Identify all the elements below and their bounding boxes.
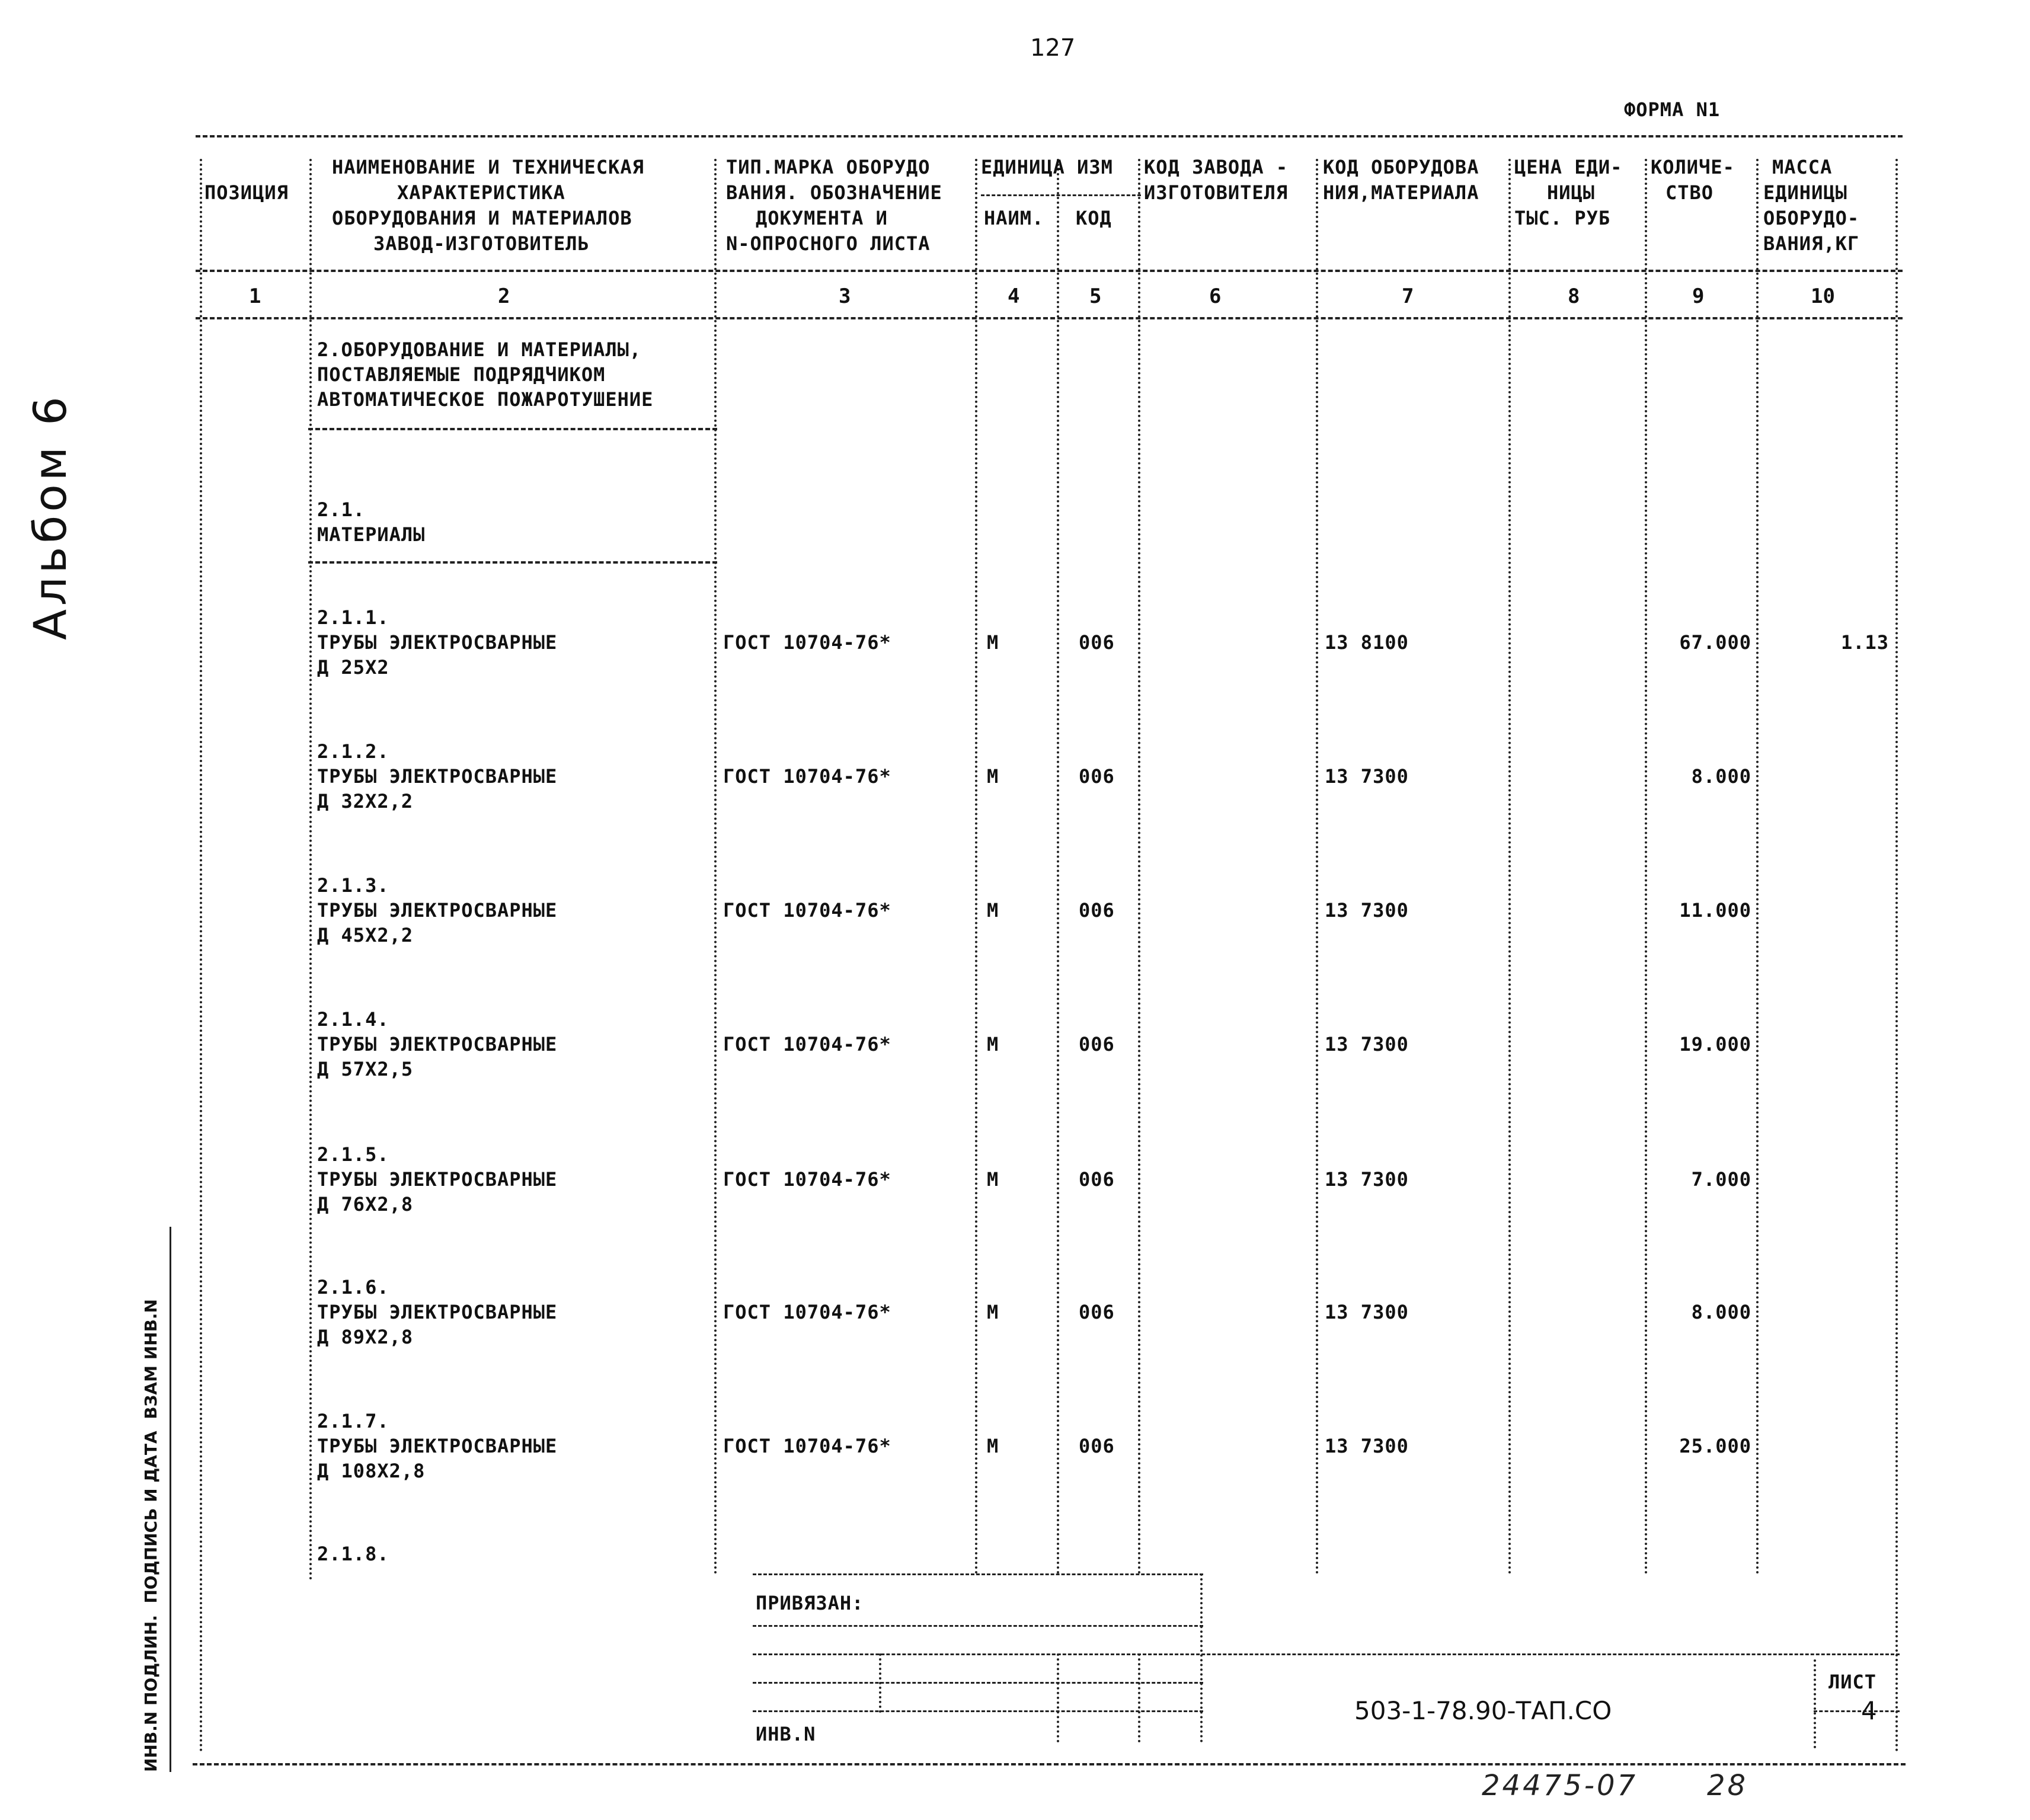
form-title: ФОРМА N1 <box>1624 98 1721 121</box>
header-col2-line3: ОБОРУДОВАНИЯ И МАТЕРИАЛОВ <box>332 207 632 229</box>
header-col6-line1: КОД ЗАВОДА - <box>1144 156 1289 178</box>
subsection-code: 2.1. <box>317 498 366 521</box>
header-col2-line2: ХАРАКТЕРИСТИКА <box>397 181 565 204</box>
header-col8-line3: ТЫС. РУБ <box>1514 207 1611 229</box>
item-3-qty: 11.000 <box>1679 899 1751 922</box>
col-sep-5-6 <box>1138 159 1140 1575</box>
stamp-sep-5 <box>1814 1659 1816 1748</box>
item-7-qty: 25.000 <box>1679 1435 1751 1457</box>
item-6-name: ТРУБЫ ЭЛЕКТРОСВАРНЫЕ <box>317 1301 558 1323</box>
colnum-7: 7 <box>1402 284 1414 308</box>
item-4-doc: ГОСТ 10704-76* <box>723 1033 891 1055</box>
stamp-inv-label: ИНВ.N <box>756 1723 816 1745</box>
stamp-sep-3 <box>1138 1653 1140 1742</box>
header-col10-line2: ЕДИНИЦЫ <box>1763 181 1847 204</box>
header-col8-line2: НИЦЫ <box>1547 181 1596 204</box>
colnum-9: 9 <box>1692 284 1705 308</box>
stamp-sep-4 <box>1200 1573 1203 1742</box>
item-5-unit: М <box>987 1168 999 1191</box>
item-1-name: ТРУБЫ ЭЛЕКТРОСВАРНЫЕ <box>317 631 558 654</box>
header-col9-line1: КОЛИЧЕ- <box>1651 156 1735 178</box>
item-5-material-code: 13 7300 <box>1325 1168 1409 1191</box>
header-col5: КОД <box>1076 207 1112 229</box>
handwritten-archive-number: 24475-07 <box>1482 1769 1638 1802</box>
page-number: 127 <box>1030 34 1076 62</box>
item-2-unit-code: 006 <box>1079 765 1115 788</box>
item-7-pos: 2.1.7. <box>317 1410 389 1432</box>
stamp-sep-1 <box>879 1653 881 1713</box>
item-1-mass: 1.13 <box>1840 631 1889 654</box>
item-5-unit-code: 006 <box>1079 1168 1115 1191</box>
col-sep-4-5 <box>1057 159 1059 1575</box>
stamp-linked-label: ПРИВЯЗАН: <box>756 1592 864 1614</box>
header-col2-line1: НАИМЕНОВАНИЕ И ТЕХНИЧЕСКАЯ <box>332 156 644 178</box>
item-7-unit-code: 006 <box>1079 1435 1115 1457</box>
item-5-size: Д 76Х2,8 <box>317 1193 414 1216</box>
inventory-stamp-border <box>170 1227 171 1772</box>
item-6-unit-code: 006 <box>1079 1301 1115 1323</box>
item-6-pos: 2.1.6. <box>317 1276 389 1298</box>
item-7-doc: ГОСТ 10704-76* <box>723 1435 891 1457</box>
item-1-unit: М <box>987 631 999 654</box>
item-1-qty: 67.000 <box>1679 631 1751 654</box>
col-sep-6-7 <box>1316 159 1318 1575</box>
item-4-unit: М <box>987 1033 999 1055</box>
header-col3-line2: ВАНИЯ. ОБОЗНАЧЕНИЕ <box>726 181 942 204</box>
item-3-unit-code: 006 <box>1079 899 1115 922</box>
item-3-name: ТРУБЫ ЭЛЕКТРОСВАРНЫЕ <box>317 899 558 922</box>
colnum-10: 10 <box>1811 284 1835 308</box>
header-col4: НАИМ. <box>984 207 1044 229</box>
item-1-pos: 2.1.1. <box>317 606 389 629</box>
section-divider-1 <box>308 428 717 430</box>
item-7-material-code: 13 7300 <box>1325 1435 1409 1457</box>
header-col3-line3: ДОКУМЕНТА И <box>756 207 888 229</box>
item-7-name: ТРУБЫ ЭЛЕКТРОСВАРНЫЕ <box>317 1435 558 1457</box>
table-top-rule <box>196 135 1903 137</box>
item-5-doc: ГОСТ 10704-76* <box>723 1168 891 1191</box>
item-4-name: ТРУБЫ ЭЛЕКТРОСВАРНЫЕ <box>317 1033 558 1055</box>
col-sep-2-3 <box>714 159 717 1575</box>
item-2-unit: М <box>987 765 999 788</box>
item-6-size: Д 89Х2,8 <box>317 1326 414 1348</box>
colnum-3: 3 <box>839 284 851 308</box>
header-col10-line1: МАССА <box>1772 156 1833 178</box>
col-sep-1-2 <box>309 159 312 1581</box>
item-5-pos: 2.1.5. <box>317 1143 389 1166</box>
col-sep-7-8 <box>1508 159 1511 1575</box>
item-1-doc: ГОСТ 10704-76* <box>723 631 891 654</box>
section-title-line2: ПОСТАВЛЯЕМЫЕ ПОДРЯДЧИКОМ <box>317 363 606 386</box>
stamp-rule-3 <box>753 1653 1900 1655</box>
album-label: Альбом 6 <box>24 393 76 640</box>
header-col3-line1: ТИП.МАРКА ОБОРУДО <box>726 156 931 178</box>
colnum-4: 4 <box>1008 284 1020 308</box>
item-4-unit-code: 006 <box>1079 1033 1115 1055</box>
item-4-material-code: 13 7300 <box>1325 1033 1409 1055</box>
item-4-qty: 19.000 <box>1679 1033 1751 1055</box>
item-3-unit: М <box>987 899 999 922</box>
header-col2-line4: ЗАВОД-ИЗГОТОВИТЕЛЬ <box>373 232 590 255</box>
item-2-size: Д 32Х2,2 <box>317 790 414 813</box>
stamp-rule-2 <box>753 1625 1203 1627</box>
stamp-rule-1 <box>753 1573 1203 1575</box>
sheet-number: 4 <box>1861 1696 1877 1725</box>
section-divider-2 <box>308 561 717 564</box>
item-6-unit: М <box>987 1301 999 1323</box>
header-col10-line4: ВАНИЯ,КГ <box>1763 232 1860 255</box>
colnum-5: 5 <box>1089 284 1102 308</box>
item-2-pos: 2.1.2. <box>317 740 389 763</box>
sheet-label: ЛИСТ <box>1828 1671 1877 1693</box>
header-col9-line2: СТВО <box>1665 181 1714 204</box>
item-6-doc: ГОСТ 10704-76* <box>723 1301 891 1323</box>
header-col6-line2: ИЗГОТОВИТЕЛЯ <box>1144 181 1289 204</box>
colnum-1: 1 <box>249 284 261 308</box>
handwritten-page-number: 28 <box>1707 1769 1748 1802</box>
header-unit-group: ЕДИНИЦА ИЗМ <box>981 156 1113 178</box>
item-1-material-code: 13 8100 <box>1325 631 1409 654</box>
item-5-qty: 7.000 <box>1691 1168 1751 1191</box>
col-sep-right <box>1895 159 1898 1753</box>
item-8-pos: 2.1.8. <box>317 1543 389 1565</box>
colnum-6: 6 <box>1209 284 1222 308</box>
document-code: 503-1-78.90-ТАП.СО <box>1354 1696 1612 1725</box>
header-col7-line2: НИЯ,МАТЕРИАЛА <box>1323 181 1479 204</box>
stamp-sep-2 <box>1057 1653 1059 1742</box>
item-2-material-code: 13 7300 <box>1325 765 1409 788</box>
item-5-name: ТРУБЫ ЭЛЕКТРОСВАРНЫЕ <box>317 1168 558 1191</box>
header-unit-divider <box>981 194 1141 196</box>
item-3-material-code: 13 7300 <box>1325 899 1409 922</box>
item-7-unit: М <box>987 1435 999 1457</box>
item-7-size: Д 108Х2,8 <box>317 1460 426 1482</box>
item-2-doc: ГОСТ 10704-76* <box>723 765 891 788</box>
item-1-unit-code: 006 <box>1079 631 1115 654</box>
header-col10-line3: ОБОРУДО- <box>1763 207 1860 229</box>
item-2-name: ТРУБЫ ЭЛЕКТРОСВАРНЫЕ <box>317 765 558 788</box>
col-sep-8-9 <box>1645 159 1647 1575</box>
item-1-size: Д 25Х2 <box>317 656 389 679</box>
colnum-2: 2 <box>498 284 510 308</box>
col-sep-left <box>200 159 202 1753</box>
header-col3-line4: N-ОПРОСНОГО ЛИСТА <box>726 232 931 255</box>
section-title-line1: 2.ОБОРУДОВАНИЕ И МАТЕРИАЛЫ, <box>317 338 642 361</box>
stamp-rule-5 <box>753 1710 1203 1712</box>
stamp-sheet-rule <box>1814 1710 1900 1712</box>
item-3-size: Д 45Х2,2 <box>317 924 414 946</box>
item-6-qty: 8.000 <box>1691 1301 1751 1323</box>
item-3-pos: 2.1.3. <box>317 874 389 897</box>
col-sep-9-10 <box>1756 159 1759 1575</box>
section-title-line3: АВТОМАТИЧЕСКОЕ ПОЖАРОТУШЕНИЕ <box>317 388 654 411</box>
header-col7-line1: КОД ОБОРУДОВА <box>1323 156 1479 178</box>
item-4-size: Д 57Х2,5 <box>317 1058 414 1080</box>
item-6-material-code: 13 7300 <box>1325 1301 1409 1323</box>
table-bottom-rule <box>193 1763 1906 1765</box>
header-col8-line1: ЦЕНА ЕДИ- <box>1514 156 1623 178</box>
colnum-8: 8 <box>1568 284 1580 308</box>
item-4-pos: 2.1.4. <box>317 1008 389 1031</box>
item-3-doc: ГОСТ 10704-76* <box>723 899 891 922</box>
stamp-rule-4 <box>753 1682 1203 1684</box>
item-2-qty: 8.000 <box>1691 765 1751 788</box>
subsection-title: МАТЕРИАЛЫ <box>317 523 426 546</box>
col-sep-3-4 <box>975 159 977 1575</box>
inventory-stamp: ИНВ.N ПОДЛИН. ПОДПИСЬ И ДАТА ВЗАМ ИНВ.N <box>141 1299 161 1772</box>
header-col1: ПОЗИЦИЯ <box>204 181 289 204</box>
